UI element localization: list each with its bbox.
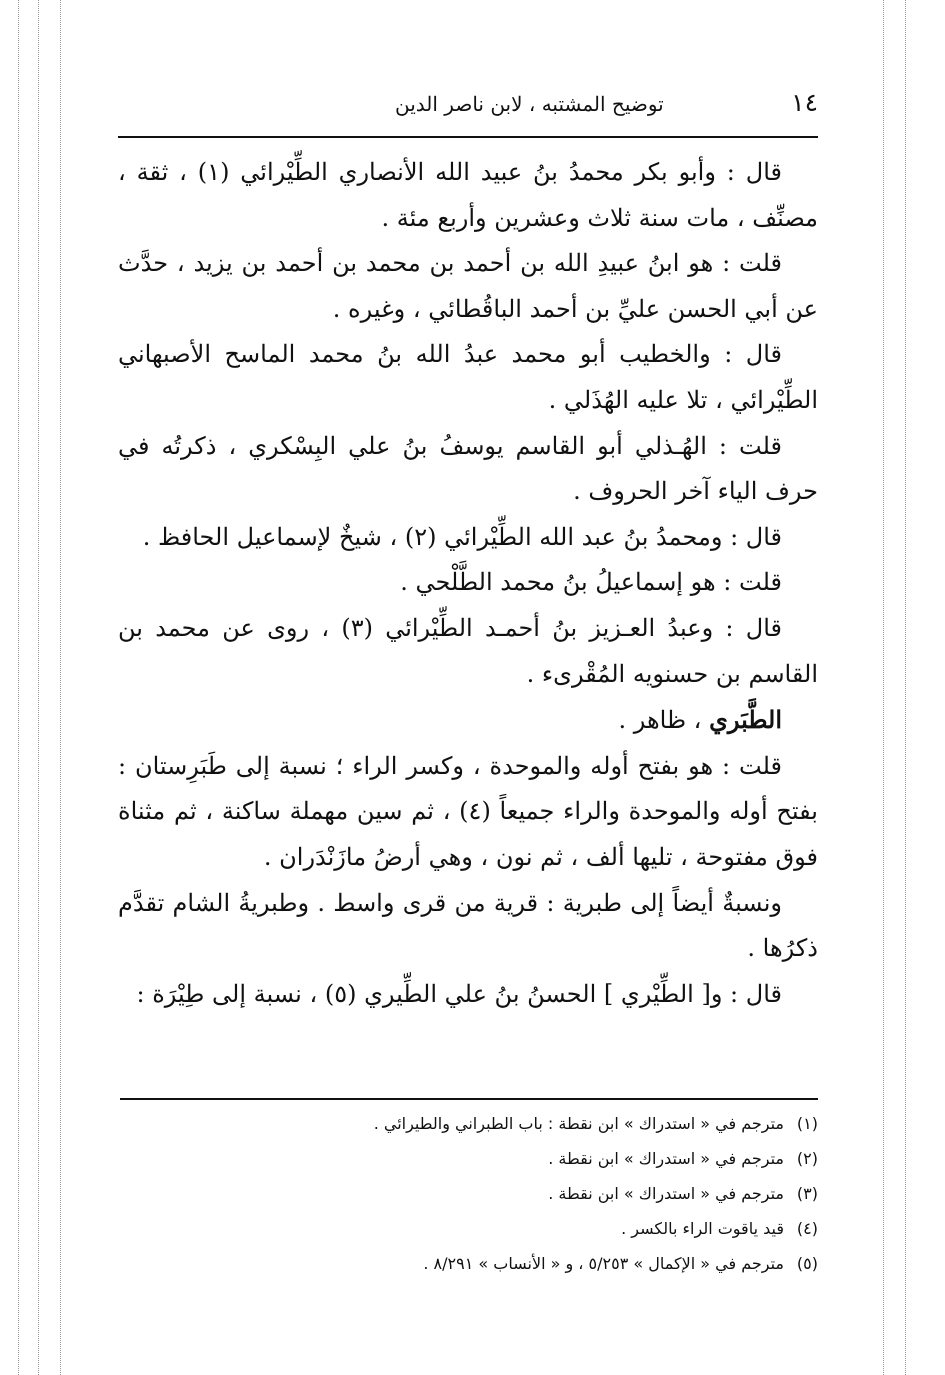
header-divider [118, 136, 818, 138]
paragraph: قلت : الهُـذلي أبو القاسم يوسفُ بنُ علي البِسْكري ، ذكرتُه في حرف الياء آخر الحروف . [118, 431, 818, 506]
paragraph: ونسبةٌ أيضاً إلى طبرية : قرية من قرى واسط . وطبريةُ الشام تقدَّم ذكرُها . [118, 888, 818, 963]
footnote-text: مترجم في « استدراك » ابن نقطة . [548, 1149, 784, 1168]
footnotes-list [120, 1106, 818, 1281]
footnote [120, 1106, 818, 1141]
entry-text: ، ظاهر . [618, 706, 710, 735]
paragraph: قلت : هو إسماعيلُ بنُ محمد الطَّلْحي . [400, 568, 782, 597]
paragraph: قلت : هو بفتح أوله والموحدة ، وكسر الراء ؛ نسبة إلى طَبَرِستان : بفتح أوله والموحدة والراء جميعاً (٤) ، ثم سين مهملة ساكنة ، ثم مثناة فوق مفتوحة ، تليها ألف ، ثم نون ، وهي أرضُ مازَنْدَران . [118, 751, 818, 871]
paragraph: قال : ومحمدُ بنُ عبد الله الطِّيْرائي (٢) ، شيخٌ لإسماعيل الحافظ . [142, 522, 782, 551]
footnote [120, 1246, 818, 1281]
paragraph: قلت : هو ابنُ عبيدِ الله بن أحمد بن محمد بن أحمد بن يزيد ، حدَّث عن أبي الحسن عليِّ بن أحمد الباقُطائي ، وغيره . [118, 249, 818, 323]
paragraph: قال : وأبو بكر محمدُ بنُ عبيد الله الأنصاري الطِّيْرائي (١) ، ثقة ، مصنِّف ، مات سنة ثلاث وعشرين وأربع مئة . [118, 158, 818, 232]
footnote-number: (٥) [796, 1254, 818, 1273]
footnote-number: (١) [796, 1114, 818, 1133]
paragraph: قال : و[ الطِّيْري ] الحسنُ بنُ علي الطِّيري (٥) ، نسبة إلى طِيْرَة : [136, 979, 782, 1008]
scan-guide-line [18, 0, 19, 1375]
footnote-divider [120, 1098, 818, 1100]
paragraph: قال : وعبدُ العـزيز بنُ أحمـد الطِّيْرائي (٣) ، روى عن محمد بن القاسم بن حسنويه المُقْرىء . [118, 613, 818, 688]
footnote [120, 1141, 818, 1176]
footnote-number: (٢) [796, 1149, 818, 1168]
page-header [120, 88, 818, 124]
scan-guide-line [905, 0, 906, 1375]
running-title: توضيح المشتبه ، لابن ناصر الدين [395, 92, 664, 116]
scan-guide-line [38, 0, 39, 1375]
footnote-number: (٤) [796, 1219, 818, 1238]
footnote [120, 1211, 818, 1246]
footnote-text: مترجم في « الإكمال » ٥/٢٥٣ ، و « الأنساب » ٨/٢٩١ . [423, 1254, 784, 1273]
footnote-text: مترجم في « استدراك » ابن نقطة . [548, 1184, 784, 1203]
footnote-text: قيد ياقوت الراء بالكسر . [621, 1219, 784, 1238]
main-text [118, 150, 818, 1017]
footnote-number: (٣) [796, 1184, 818, 1203]
footnote [120, 1176, 818, 1211]
paragraph: قال : والخطيب أبو محمد عبدُ الله بنُ محمد الماسح الأصبهاني الطِّيْرائي ، تلا عليه الهُذَلي . [118, 340, 818, 414]
entry-paragraph [118, 697, 818, 744]
page-number: ١٤ [791, 88, 818, 117]
scan-guide-line [883, 0, 884, 1375]
scan-guide-line [60, 0, 61, 1375]
entry-title: الطَّبَري [709, 705, 782, 735]
footnote-text: مترجم في « استدراك » ابن نقطة : باب الطبراني والطيرائي . [373, 1114, 784, 1133]
